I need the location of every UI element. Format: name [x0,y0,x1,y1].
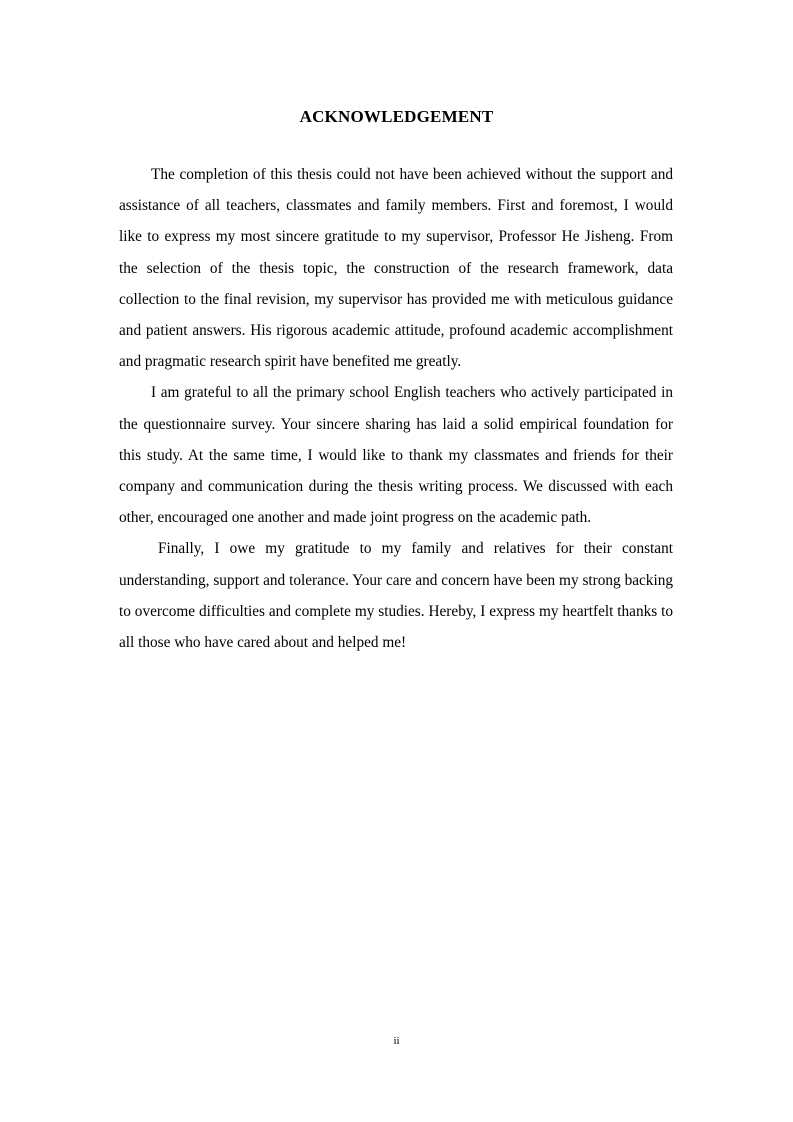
paragraph-teachers-classmates: I am grateful to all the primary school English teachers who actively participated in the questionnaire survey. Your sincere sharing has laid a solid empirical foundation for this study. At the same time, I would like to thank my classmates and friends for their company and communication during the thesis writing process. We discussed with each other, encouraged one another and made joint progress on the academic path. [119,384,673,527]
page-title: ACKNOWLEDGEMENT [299,107,494,126]
page-number: ii [393,1035,400,1047]
acknowledgement-body [119,159,673,658]
paragraph-supervisor: The completion of this thesis could not have been achieved without the support and assistance of all teachers, classmates and family members. First and foremost, I would like to express my most sincere gratitude to my supervisor, Professor He Jisheng. From the selection of the thesis topic, the construction of the research framework, data collection to the final revision, my supervisor has provided me with meticulous guidance and patient answers. His rigorous academic attitude, profound academic accomplishment and pragmatic research spirit have benefited me greatly. [119,166,673,371]
paragraph-family: Finally, I owe my gratitude to my family and relatives for their constant understanding, support and tolerance. Your care and concern have been my strong backing to overcome difficulties and complete my studies. Hereby, I express my heartfelt thanks to all those who have cared about and helped me! [119,540,673,652]
